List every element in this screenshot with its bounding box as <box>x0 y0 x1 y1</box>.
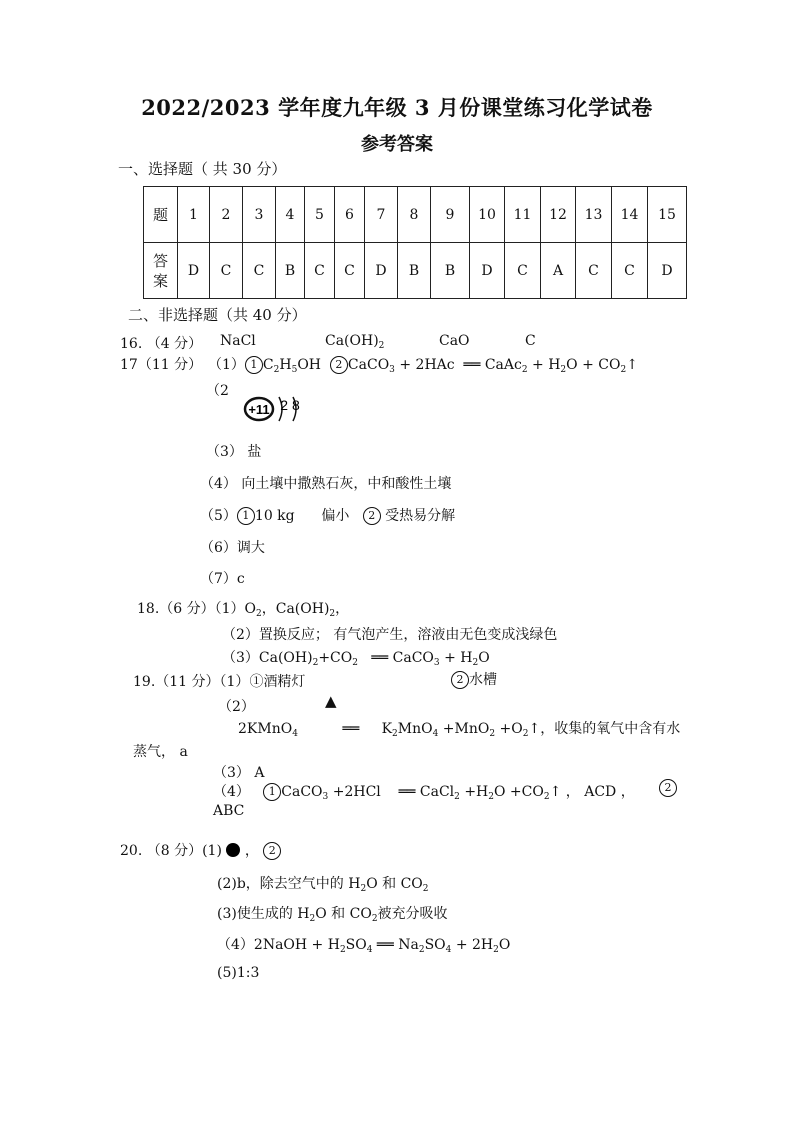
question-number-cell: 13 <box>576 187 612 243</box>
q16-answer-1: NaCl <box>220 333 256 349</box>
q19-part1: 19.（11 分）（1）①酒精灯 <box>133 674 306 690</box>
q17-label: 17（11 分） <box>120 357 203 373</box>
question-number-cell: 10 <box>470 187 505 243</box>
question-number-cell: 1 <box>178 187 210 243</box>
q20-part3: (3)使生成的 $H_2O$ 和 $CO_2$被充分吸收 <box>217 906 448 924</box>
section-1-heading: 一、选择题（ 共 30 分） <box>118 160 287 178</box>
q16-answer-2: $Ca(OH)_2$ <box>325 333 385 351</box>
question-number-cell: 9 <box>431 187 470 243</box>
question-number-cell: 11 <box>505 187 541 243</box>
question-number-cell: 6 <box>335 187 365 243</box>
q19-part1-answer-2: 2 水槽 <box>451 669 497 689</box>
question-number-cell: 2 <box>210 187 243 243</box>
q18-part3: $(3)Ca(OH)_2+CO_2$ ══ CaCO$_3$ + $H_2O$ <box>222 650 490 668</box>
answer-cell: B <box>398 243 431 299</box>
q20-part2: (2)b，除去空气中的 $H_2O$ 和 $CO_2$ <box>217 876 429 894</box>
q17-part7: （7）c <box>200 571 245 587</box>
question-number-cell: 4 <box>276 187 305 243</box>
q17-part2-label: （2 <box>206 383 229 399</box>
question-number-cell: 8 <box>398 187 431 243</box>
question-number-cell: 12 <box>541 187 576 243</box>
answer-table <box>143 186 687 299</box>
electron-shells: 2 8 <box>280 397 300 413</box>
q16-answer-4: C <box>525 333 536 349</box>
answer-cell: C <box>305 243 335 299</box>
answer-cell: C <box>210 243 243 299</box>
q19-part2-label: （2） <box>218 699 255 715</box>
answer-cell: B <box>276 243 305 299</box>
q17-part1: （1） 1 $C_2H_5OH$ 2 CaCO$_3$ + 2HAc ══ CaAc$_2$ + $H_2O$ + $CO_2↑$ <box>208 357 638 375</box>
question-row-header: 题 <box>144 187 178 243</box>
q16-label: 16. （4 分） <box>120 336 203 352</box>
answer-cell: C <box>576 243 612 299</box>
filled-circle-icon <box>226 843 240 857</box>
q18-part2: （2）置换反应； 有气泡产生，溶液由无色变成浅绿色 <box>222 627 558 643</box>
q17-part3: （3） 盐 <box>206 444 262 460</box>
heating-symbol: ▲ <box>325 692 337 710</box>
answer-cell: D <box>648 243 687 299</box>
nucleus-charge: +11 <box>248 402 270 417</box>
section-2-heading: 二、非选择题（共 40 分） <box>128 306 307 324</box>
page-subtitle: 参考答案 <box>361 134 433 155</box>
answer-cell: B <box>431 243 470 299</box>
page-title: 2022/2023 学年度九年级 3 月份课堂练习化学试卷 <box>141 95 653 120</box>
answer-cell: C <box>243 243 276 299</box>
answer-cell: C <box>612 243 648 299</box>
q19-part4-abc: ABC <box>213 803 245 819</box>
answer-cell: D <box>470 243 505 299</box>
q19-equation: 2KMnO$_4$ ══ $K_2MnO_4 +MnO_2$ $+O_2↑$，收集的氧气中含有水 <box>238 721 681 739</box>
answer-cell: C <box>505 243 541 299</box>
question-number-cell: 7 <box>365 187 398 243</box>
q19-part4-circle-2: 2 <box>659 779 677 797</box>
question-number-cell: 15 <box>648 187 687 243</box>
q16-answer-3: CaO <box>439 333 470 349</box>
q19-continuation: 蒸气， a <box>133 744 188 760</box>
answer-cell: C <box>335 243 365 299</box>
answer-row-header: 答 案 <box>144 243 178 299</box>
q19-part3: （3） A <box>213 765 265 781</box>
answer-cell: D <box>178 243 210 299</box>
q17-part6: （6）调大 <box>200 540 265 556</box>
q17-part4: （4） 向土壤中撒熟石灰，中和酸性土壤 <box>200 476 452 492</box>
sodium-atom-structure-diagram <box>243 392 313 426</box>
question-number-cell: 14 <box>612 187 648 243</box>
q20-part5: (5)1:3 <box>217 965 260 981</box>
answer-cell: D <box>365 243 398 299</box>
q17-part5: （5） 1 10 kg 偏小 2 受热易分解 <box>200 508 456 524</box>
q19-part4: （4） 1 CaCO$_3$ +2HCl ══ CaCl$_2$ $+H_2O$ $+CO_2↑$ ， ACD ， <box>213 784 635 802</box>
answer-cell: A <box>541 243 576 299</box>
question-number-cell: 3 <box>243 187 276 243</box>
q20-part1: 20. （8 分）(1) ， 2 <box>120 840 281 860</box>
question-number-cell: 5 <box>305 187 335 243</box>
q20-part4: （4）2NaOH + $H_2SO_4$ ══ $Na_2SO_4 + 2H_2O$ <box>217 937 511 955</box>
q18-part1: 18.（6 分）$(1)O_2$，$Ca(OH)_2$， <box>137 601 350 619</box>
